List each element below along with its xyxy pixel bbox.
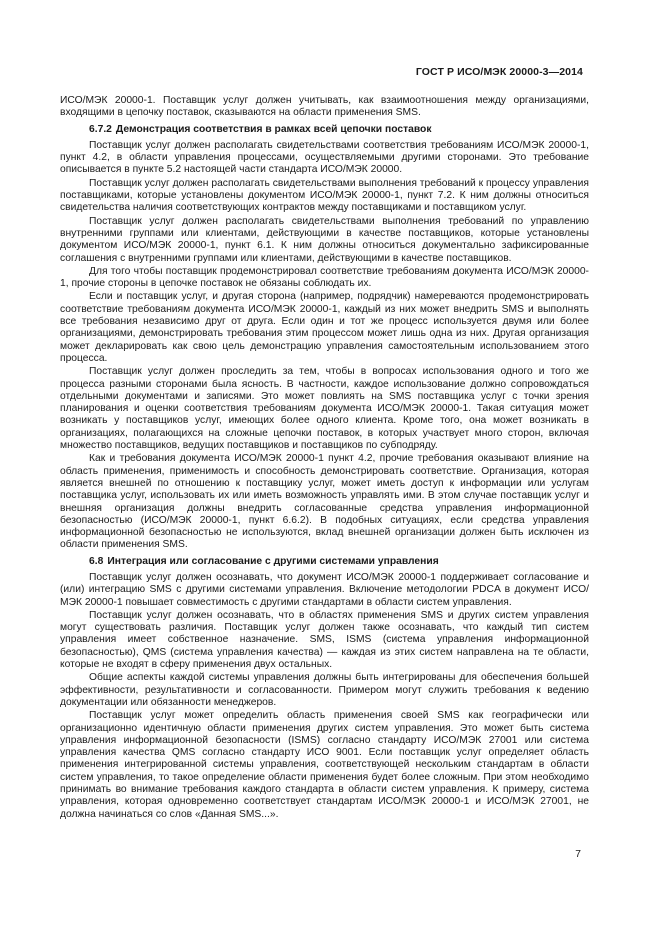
- section-number: 6.8: [89, 555, 104, 567]
- body-paragraph: Для того чтобы поставщик продемонстрировал соответствие требованиям документа ИСО/МЭК 20000-1, прочие стороны в цепочке поставок не обязаны соблюдать их.: [60, 265, 589, 290]
- section-heading: [89, 556, 589, 568]
- body-paragraph: Если и поставщик услуг, и другая сторона (например, подрядчик) намереваются продемонстрировать соответствие требованиям документа ИСО/МЭК 20000-1, каждый из них может внедрить SMS и выполнять все требования независимо друг от друга. Если один и тот же процесс используется двумя или более организациями, демонстрировать требования этим процессом может лишь одна из них. Другая организация может декларировать как свою цель демонстрацию управления самостоятельным использованием этого процесса.: [60, 291, 589, 364]
- body-paragraph: Поставщик услуг должен осознавать, что в областях применения SMS и других систем управления могут существовать различия. Поставщик услуг должен также осознавать, что каждый тип систем управления имеет собственное назначение. SMS, ISMS (система управления информационной безопасностью), QMS (система управления качества) — каждая из этих систем направлена на те области, которые не входят в сферу применения двух остальных.: [60, 609, 589, 671]
- body-paragraph: Поставщик услуг должен осознавать, что документ ИСО/МЭК 20000-1 поддерживает согласование и (или) интеграцию SMS с другими системами управления. Включение методологии PDCA в документ ИСО/МЭК 20000-1 повышает совместимость с другими стандартами в области систем управления.: [60, 571, 589, 608]
- body-paragraph: ИСО/МЭК 20000-1. Поставщик услуг должен учитывать, как взаимоотношения между организациями, входящими в цепочку поставок, сказываются на области применения SMS.: [60, 95, 589, 119]
- body-paragraph: Поставщик услуг должен располагать свидетельствами выполнения требований к процессу управления поставщиками, которые установлены документом ИСО/МЭК 20000-1, пункт 7.2. К ним должны относиться свидетельства наличия соответствующих контрактов между поставщиками и поставщиком услуг.: [60, 177, 589, 214]
- body-paragraph: Поставщик услуг может определить область применения своей SMS как географически или организационно идентичную области применения других систем управления. Это может быть система управления информационной безопасности (ISMS) согласно стандарту ИСО/МЭК 27001 или система управления качества QMS согласно стандарту ИСО 9001. Если поставщик услуг определяет область применения интегрированной системы управления, соответствующей нескольким стандартам в области систем управления, то такое определение области применения будет более сложным. При этом необходимо принимать во внимание требования каждого стандарта в области систем управления. К примеру, система управления, которая одновременно соответствует стандартам ИСО/МЭК 20000-1 и ИСО/МЭК 27001, не должна начинаться со слов «Данная SMS...».: [60, 710, 589, 820]
- body-paragraph: Поставщик услуг должен располагать свидетельствами выполнения требований по управлению внутренними группами или клиентами, действующими в качестве поставщиков, которые установлены документом ИСО/МЭК 20000-1, пункт 6.1. К ним должны относиться документально зафиксированные соглашения с внутренними группами или клиентами, действующими в качестве поставщиков.: [60, 215, 589, 264]
- section-number: 6.7.2: [89, 123, 112, 135]
- body-paragraph: Как и требования документа ИСО/МЭК 20000-1 пункт 4.2, прочие требования оказывают влияние на область применения, применимость и способность демонстрировать соответствие. Организация, которая является внешней по отношению к поставщику услуг, может иметь доступ к информации или услугам поставщика услуг, использовать их или иметь возможность управлять ими. В этом случае поставщик услуг и внешняя организация должны внедрить согласованные средства управления информационной безопасностью (ИСО/МЭК 20000-1, пункт 6.6.2). В подобных ситуациях, если средства управления информационной безопасностью не используются, вклад внешней организации должен быть исключен из области применения SMS.: [60, 453, 589, 551]
- document-body: [60, 95, 589, 822]
- page-number: 7: [575, 849, 581, 860]
- body-paragraph: Поставщик услуг должен располагать свидетельствами соответствия требованиям ИСО/МЭК 20000-1, пункт 4.2, в области управления процессами, осуществляемыми другими сторонами. Это требование описывается в пункте 5.2 настоящей части стандарта ИСО/МЭК 20000.: [60, 139, 589, 176]
- body-paragraph: Поставщик услуг должен проследить за тем, чтобы в вопросах использования одного и того же процесса разными сторонами была ясность. В частности, каждое использование должно сопровождаться отдельными документами и записями. Это может повлиять на SMS поставщика услуг с точки зрения планирования и оценки соответствия требованиям документа ИСО/МЭК 20000-1. Такая ситуация может возникать у поставщиков услуг, имеющих более одного клиента. Кроме того, она может возникать в организациях, полагающихся на сложные цепочки поставок, в которых участвует много сторон, включая множество поставщиков, ведущих поставщиков и поставщиков по субподряду.: [60, 366, 589, 452]
- body-paragraph: Общие аспекты каждой системы управления должны быть интегрированы для обеспечения большей эффективности, результативности и согласованности. Примером могут служить требования к ведению документации или обязанности менеджеров.: [60, 672, 589, 708]
- section-title: Демонстрация соответствия в рамках всей цепочки поставок: [115, 123, 432, 135]
- section-title: Интеграция или согласование с другими системами управления: [107, 555, 439, 567]
- section-heading: [89, 124, 589, 136]
- standard-header: ГОСТ Р ИСО/МЭК 20000-3—2014: [415, 66, 583, 78]
